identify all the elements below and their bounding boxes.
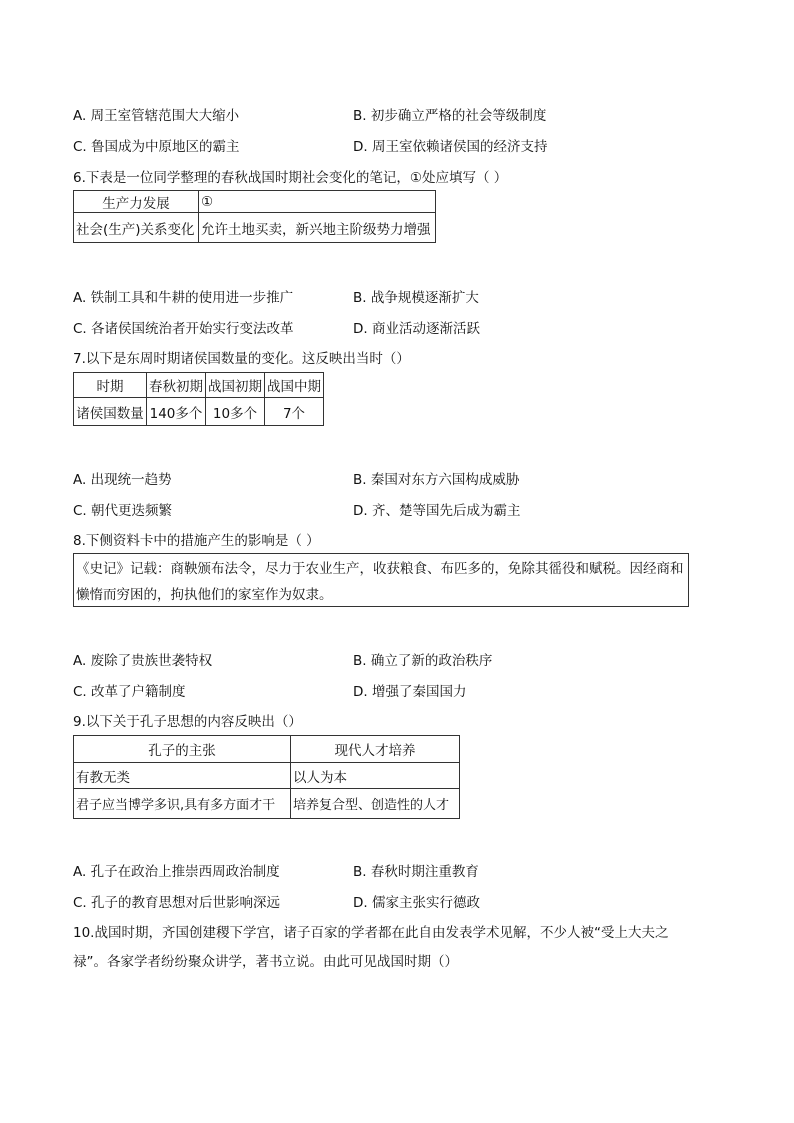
q7-stem: 7.以下是东周时期诸侯国数量的变化。这反映出当时（） <box>73 351 410 367</box>
table-cell: 君子应当博学多识,具有多方面才干 <box>74 789 291 819</box>
table-cell: 诸侯国数量 <box>74 398 147 426</box>
table-row <box>74 398 324 426</box>
q6-option-d: D. 商业活动逐渐活跃 <box>353 321 480 337</box>
table-cell: 培养复合型、创造性的人才 <box>291 789 460 819</box>
q9-option-c: C. 孔子的教育思想对后世影响深远 <box>73 895 281 911</box>
table-row <box>74 763 460 789</box>
table-row <box>74 191 436 213</box>
q7-table <box>73 372 324 426</box>
table-cell: 以人为本 <box>291 763 460 789</box>
q9-option-a: A. 孔子在政治上推崇西周政治制度 <box>73 864 280 880</box>
q7-option-c: C. 朝代更迭频繁 <box>73 503 173 519</box>
table-cell: 140多个 <box>147 398 206 426</box>
table-cell: 7个 <box>265 398 324 426</box>
table-cell: 社会(生产)关系变化 <box>74 213 199 243</box>
table-cell: 生产力发展 <box>74 191 199 213</box>
table-row <box>74 789 460 819</box>
q7-option-d: D. 齐、楚等国先后成为霸主 <box>353 503 521 519</box>
table-cell: 有教无类 <box>74 763 291 789</box>
table-row <box>74 213 436 243</box>
q7-option-b: B. 秦国对东方六国构成威胁 <box>353 472 520 488</box>
q8-option-a: A. 废除了贵族世袭特权 <box>73 653 213 669</box>
q5-option-c: C. 鲁国成为中原地区的霸主 <box>73 139 240 155</box>
q5-option-a: A. 周王室管辖范围大大缩小 <box>73 108 240 124</box>
q7-option-a: A. 出现统一趋势 <box>73 472 172 488</box>
q9-option-b: B. 春秋时期注重教育 <box>353 864 479 880</box>
table-cell: 现代人才培养 <box>291 736 460 763</box>
q6-table <box>73 190 436 243</box>
table-cell: 允许土地买卖，新兴地主阶级势力增强 <box>199 213 436 243</box>
q9-stem: 9.以下关于孔子思想的内容反映出（） <box>73 714 302 730</box>
table-cell: 战国中期 <box>265 373 324 398</box>
table-row <box>74 736 460 763</box>
q6-option-c: C. 各诸侯国统治者开始实行变法改革 <box>73 321 294 337</box>
table-cell: ① <box>199 191 436 213</box>
q6-stem: 6.下表是一位同学整理的春秋战国时期社会变化的笔记，①处应填写（ ） <box>73 170 508 186</box>
q10-stem-line-1: 10.战国时期，齐国创建稷下学宫，诸子百家的学者都在此自由发表学术见解，不少人被“受上大夫之 <box>73 925 669 941</box>
table-cell: 时期 <box>74 373 147 398</box>
q8-option-b: B. 确立了新的政治秩序 <box>353 653 493 669</box>
q8-data-card: 《史记》记载：商鞅颁布法令，尽力于农业生产，收获粮食、布匹多的，免除其徭役和赋税。因经商和懒惰而穷困的，拘执他们的家室作为奴隶。 <box>73 553 689 607</box>
q9-option-d: D. 儒家主张实行德政 <box>353 895 480 911</box>
q6-option-b: B. 战争规模逐渐扩大 <box>353 290 479 306</box>
table-row <box>74 373 324 398</box>
q5-option-d: D. 周王室依赖诸侯国的经济支持 <box>353 139 548 155</box>
table-cell: 春秋初期 <box>147 373 206 398</box>
q9-table <box>73 735 460 819</box>
table-cell: 10多个 <box>206 398 265 426</box>
q6-option-a: A. 铁制工具和牛耕的使用进一步推广 <box>73 290 294 306</box>
q5-option-b: B. 初步确立严格的社会等级制度 <box>353 108 547 124</box>
q8-option-d: D. 增强了秦国国力 <box>353 684 467 700</box>
q8-stem: 8.下侧资料卡中的措施产生的影响是（ ） <box>73 533 320 549</box>
q10-stem-line-2: 禄”。各家学者纷纷聚众讲学，著书立说。由此可见战国时期（） <box>73 954 458 970</box>
q8-option-c: C. 改革了户籍制度 <box>73 684 186 700</box>
table-cell: 战国初期 <box>206 373 265 398</box>
table-cell: 孔子的主张 <box>74 736 291 763</box>
